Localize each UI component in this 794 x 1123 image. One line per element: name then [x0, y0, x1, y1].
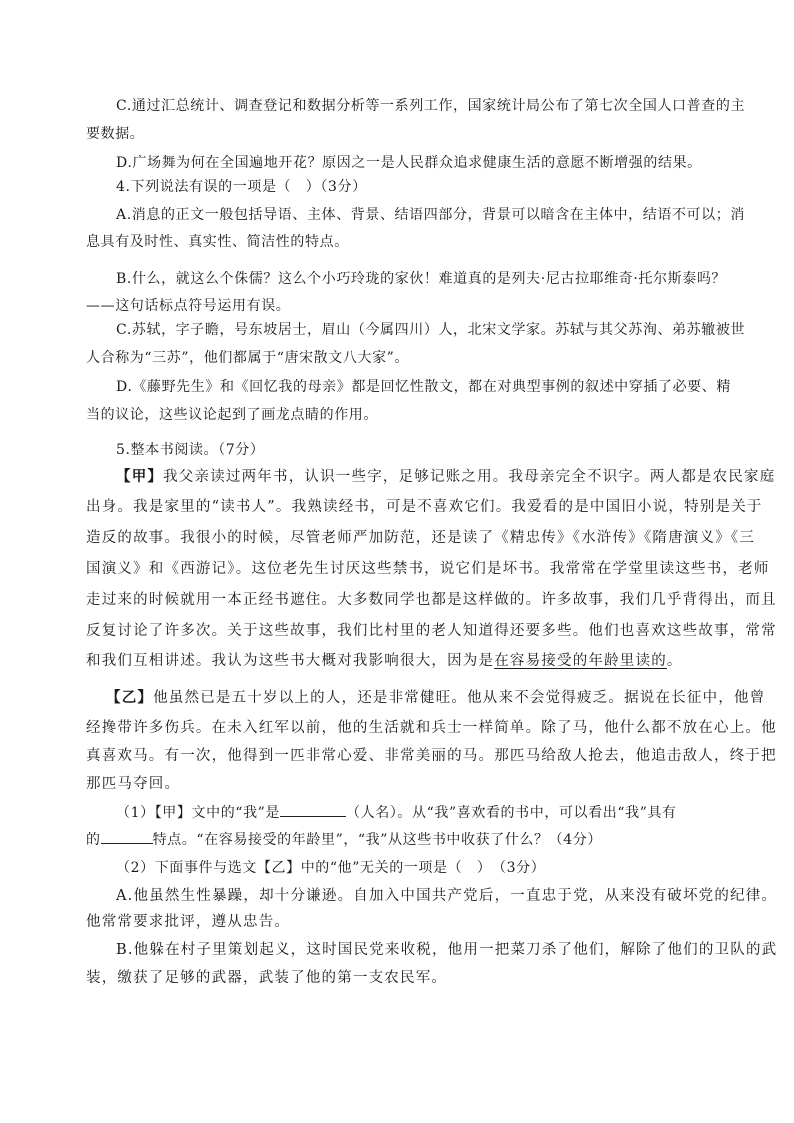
q5-sub2-option-b-line1: B.他躲在村子里策划起义，这时国民党来收税，他用一把菜刀杀了他们，解除了他们的卫队的武 [116, 942, 778, 958]
q5-jia-line1 [116, 467, 776, 487]
q5-jia-text1: 我父亲读过两年书，认识一些字，足够记账之用。我母亲完全不识字。两人都是农民家庭 [163, 469, 776, 485]
q5-sub2-stem: （2）下面事件与选文【乙】中的“他”无关的一项是（ ） （3分） [116, 860, 546, 876]
q5-jia-line3: 造反的故事。我很小的时候，尽管老师严加防范，还是读了《精忠传》《水浒传》《隋唐演义》《三 [86, 530, 756, 546]
q5-sub1-part3: 的 [86, 832, 101, 848]
q5-stem: 5.整本书阅读。（7分） [116, 442, 265, 458]
q3-option-c-line2: 要数据。 [86, 126, 145, 142]
q4-option-d-line1: D.《藤野先生》和《回忆我的母亲》都是回忆性散文，都在对典型事例的叙述中穿插了必要、精 [116, 379, 731, 395]
q5-sub1-part4: 特点。“在容易接受的年龄里”，“我”从这些书中收获了什么？（4分） [152, 832, 602, 848]
q5-yi-line4: 那匹马夺回。 [86, 776, 181, 792]
q4-option-b-line1: B.什么，就这么个侏儒？这么个小巧玲珑的家伙！难道真的是列夫·尼古拉耶维奇·托尔斯泰吗？ [116, 271, 727, 287]
q3-option-d: D.广场舞为何在全国遍地开花？原因之一是人民群众追求健康生活的意愿不断增强的结果。 [116, 155, 702, 171]
q5-sub1-line1 [116, 802, 746, 823]
q5-sub2-option-b-line2: 装，缴获了足够的武器，武装了他的第一支农民军。 [86, 970, 448, 986]
q5-sub1-part2: （人名）。从“我”喜欢看的书中，可以看出“我”具有 [346, 805, 677, 821]
q5-sub1-blank-trait[interactable] [101, 829, 153, 844]
q5-jia-line7-pre: 和我们互相讲述。我认为这些书大概对我影响很大，因为是 [86, 653, 495, 669]
q4-stem: 4.下列说法有误的一项是（ ）（3分） [116, 179, 367, 195]
q5-yi-tag: 【乙】 [106, 689, 154, 706]
q5-yi-line2: 经搀带许多伤兵。在未入红军以前，他的生活就和兵士一样简单。除了马，他什么都不放在心上。他 [86, 720, 777, 736]
q5-sub1-line2 [86, 829, 716, 850]
q5-jia-line4: 国演义》和《西游记》。这位老先生讨厌这些禁书，说它们是坏书。我常常在学堂里读这些书，老师 [86, 561, 770, 577]
q5-yi-text1: 他虽然已是五十岁以上的人，还是非常健旺。他从来不会觉得疲乏。据说在长征中，他曾 [153, 690, 766, 706]
q5-sub1-blank-name[interactable] [280, 802, 346, 817]
q5-sub2-option-a-line1: A.他虽然生性暴躁，却十分谦逊。自加入中国共产党后，一直忠于党，从来没有破坏党的纪律。 [116, 888, 778, 904]
q3-option-c-line1: C.通过汇总统计、调查登记和数据分析等一系列工作，国家统计局公布了第七次全国人口普查的主 [116, 98, 746, 114]
q5-jia-line7-post: 。 [666, 653, 683, 669]
q4-option-c-line2: 人合称为“三苏”，他们都属于“唐宋散文八大家”。 [86, 350, 410, 366]
q5-jia-line6: 反复讨论了许多次。关于这些故事，我们比村里的老人知道得还要多些。他们也喜欢这些故事，常常 [86, 623, 777, 639]
q5-yi-line3: 真喜欢马。有一次，他得到一匹非常心爱、非常美丽的马。那匹马给敌人抢去，他追击敌人，终于把 [86, 748, 777, 764]
q4-option-b-line2: ——这句话标点符号运用有误。 [86, 298, 291, 314]
q5-yi-line1 [106, 688, 766, 708]
q4-option-d-line2: 当的议论，这些议论起到了画龙点睛的作用。 [86, 407, 378, 423]
q5-jia-line7 [86, 651, 716, 671]
q5-jia-line5: 走过来的时候就用一本正经书遮住。大多数同学也都是这样做的。许多故事，我们几乎背得出，而且 [86, 592, 777, 608]
q4-option-c-line1: C.苏轼，字子瞻，号东坡居士，眉山（今属四川）人，北宋文学家。苏轼与其父苏洵、弟苏辙被世 [116, 322, 746, 338]
q4-option-a-line1: A.消息的正文一般包括导语、主体、背景、结语四部分，背景可以暗含在主体中，结语不可以；消 [116, 207, 745, 223]
q5-sub2-option-a-line2: 他常常要求批评，遵从忠告。 [86, 914, 291, 930]
q5-jia-underlined-phrase: 在容易接受的年龄里读的 [494, 653, 667, 669]
q5-sub1-part1: （1）【甲】文中的“我”是 [116, 805, 281, 821]
q5-jia-tag: 【甲】 [116, 468, 164, 485]
q4-option-a-line2: 息具有及时性、真实性、简洁性的特点。 [86, 234, 349, 250]
q5-jia-line2: 出身。我是家里的“读书人”。我熟读经书，可是不喜欢它们。我爱看的是中国旧小说，特别是关于 [86, 499, 763, 515]
